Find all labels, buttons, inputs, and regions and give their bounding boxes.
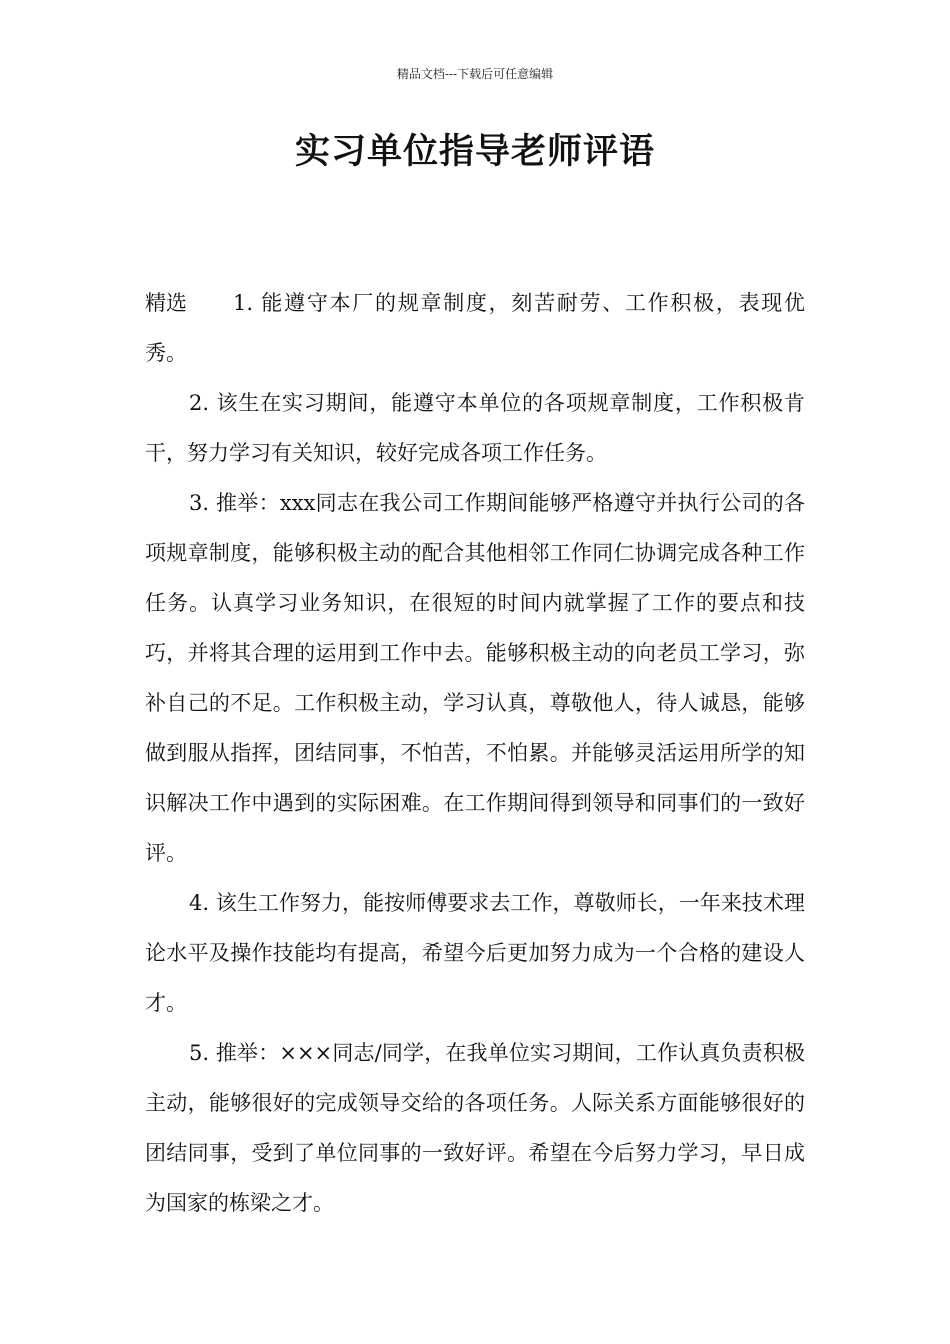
lead-word: 精选 — [145, 291, 187, 315]
paragraph-4: 4. 该生工作努力，能按师傅要求去工作，尊敬师长，一年来技术理论水平及操作技能均有提高，希望今后更加努力成为一个合格的建设人才。 — [145, 891, 805, 1015]
paragraph-2: 2. 该生在实习期间，能遵守本单位的各项规章制度，工作积极肯干，努力学习有关知识，较好完成各项工作任务。 — [145, 391, 805, 465]
paragraph-1-text: 1. 能遵守本厂的规章制度，刻苦耐劳、工作积极，表现优秀。 — [145, 291, 805, 365]
document-body — [145, 278, 805, 1228]
page-header: 精品文档---下载后可任意编辑 — [396, 67, 554, 81]
document-title: 实习单位指导老师评语 — [294, 132, 655, 172]
paragraph-3: 3. 推举：xxx同志在我公司工作期间能够严格遵守并执行公司的各项规章制度，能够积极主动的配合其他相邻工作同仁协调完成各种工作任务。认真学习业务知识，在很短的时间内就掌握了工作的要点和技巧，并将其合理的运用到工作中去。能够积极主动的向老员工学习，弥补自己的不足。工作积极主动，学习认真，尊敬他人，待人诚恳，能够做到服从指挥，团结同事，不怕苦，不怕累。并能够灵活运用所学的知识解决工作中遇到的实际困难。在工作期间得到领导和同事们的一致好评。 — [145, 491, 805, 865]
paragraph-5: 5. 推举：×××同志/同学，在我单位实习期间，工作认真负责积极主动，能够很好的完成领导交给的各项任务。人际关系方面能够很好的团结同事，受到了单位同事的一致好评。希望在今后努力学习，早日成为国家的栋梁之才。 — [145, 1041, 805, 1215]
paragraph-1 — [145, 278, 805, 378]
